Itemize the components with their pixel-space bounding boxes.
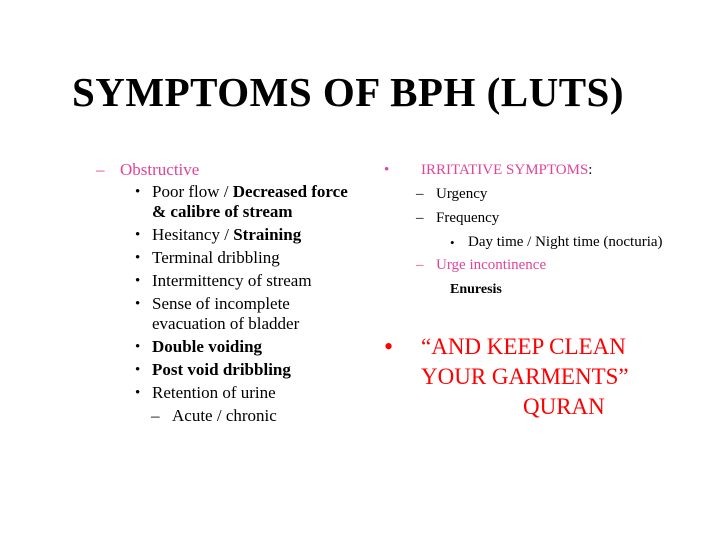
dash-bullet: – xyxy=(416,257,424,273)
list-item: – Urge incontinence xyxy=(416,257,547,273)
bullet-icon: • xyxy=(384,332,394,361)
enuresis-label: Enuresis xyxy=(450,282,502,297)
bullet-icon: • xyxy=(135,227,141,243)
quote-line-1: “AND KEEP CLEAN xyxy=(421,334,626,359)
dash-bullet: – xyxy=(416,210,424,226)
slide-title: SYMPTOMS OF BPH (LUTS) xyxy=(72,69,625,115)
dash-bullet: – xyxy=(151,406,160,425)
bullet-icon: • xyxy=(135,250,141,266)
irritative-column xyxy=(384,160,714,422)
quote-line-2: YOUR GARMENTS” xyxy=(421,364,629,389)
bullet-icon: • xyxy=(135,184,141,200)
obstructive-column xyxy=(96,160,360,426)
list-item: • Double voiding xyxy=(135,337,263,356)
obstructive-heading: – Obstructive xyxy=(96,160,200,179)
bullet-icon: • xyxy=(135,385,141,401)
irritative-heading: • IRRITATIVE SYMPTOMS: xyxy=(384,162,593,178)
dash-bullet: – xyxy=(96,160,105,179)
list-item: • Post void dribbling xyxy=(135,360,291,379)
bullet-icon: • xyxy=(135,273,141,289)
quote-block xyxy=(384,332,714,422)
list-item: • Terminal dribbling xyxy=(135,248,280,267)
list-sub-item: – Acute / chronic xyxy=(151,406,277,425)
list-item: – Urgency xyxy=(416,186,488,202)
list-item: • Retention of urine xyxy=(135,383,276,402)
list-item: • Poor flow / Decreased force & calibre of stream xyxy=(135,182,348,221)
bullet-icon: • xyxy=(135,296,141,312)
bullet-icon: • xyxy=(450,235,455,250)
list-item: • Intermittency of stream xyxy=(135,271,312,290)
bullet-icon: • xyxy=(135,362,141,378)
list-item: – Frequency xyxy=(416,210,500,226)
dash-bullet: – xyxy=(416,186,424,202)
quote-source: QURAN xyxy=(523,394,605,419)
bullet-icon: • xyxy=(384,162,390,178)
list-item: • Sense of incomplete evacuation of bladder xyxy=(135,294,300,333)
bullet-icon: • xyxy=(135,339,141,355)
list-sub-item: • Day time / Night time (nocturia) xyxy=(450,234,663,250)
list-item: • Hesitancy / Straining xyxy=(135,225,302,244)
